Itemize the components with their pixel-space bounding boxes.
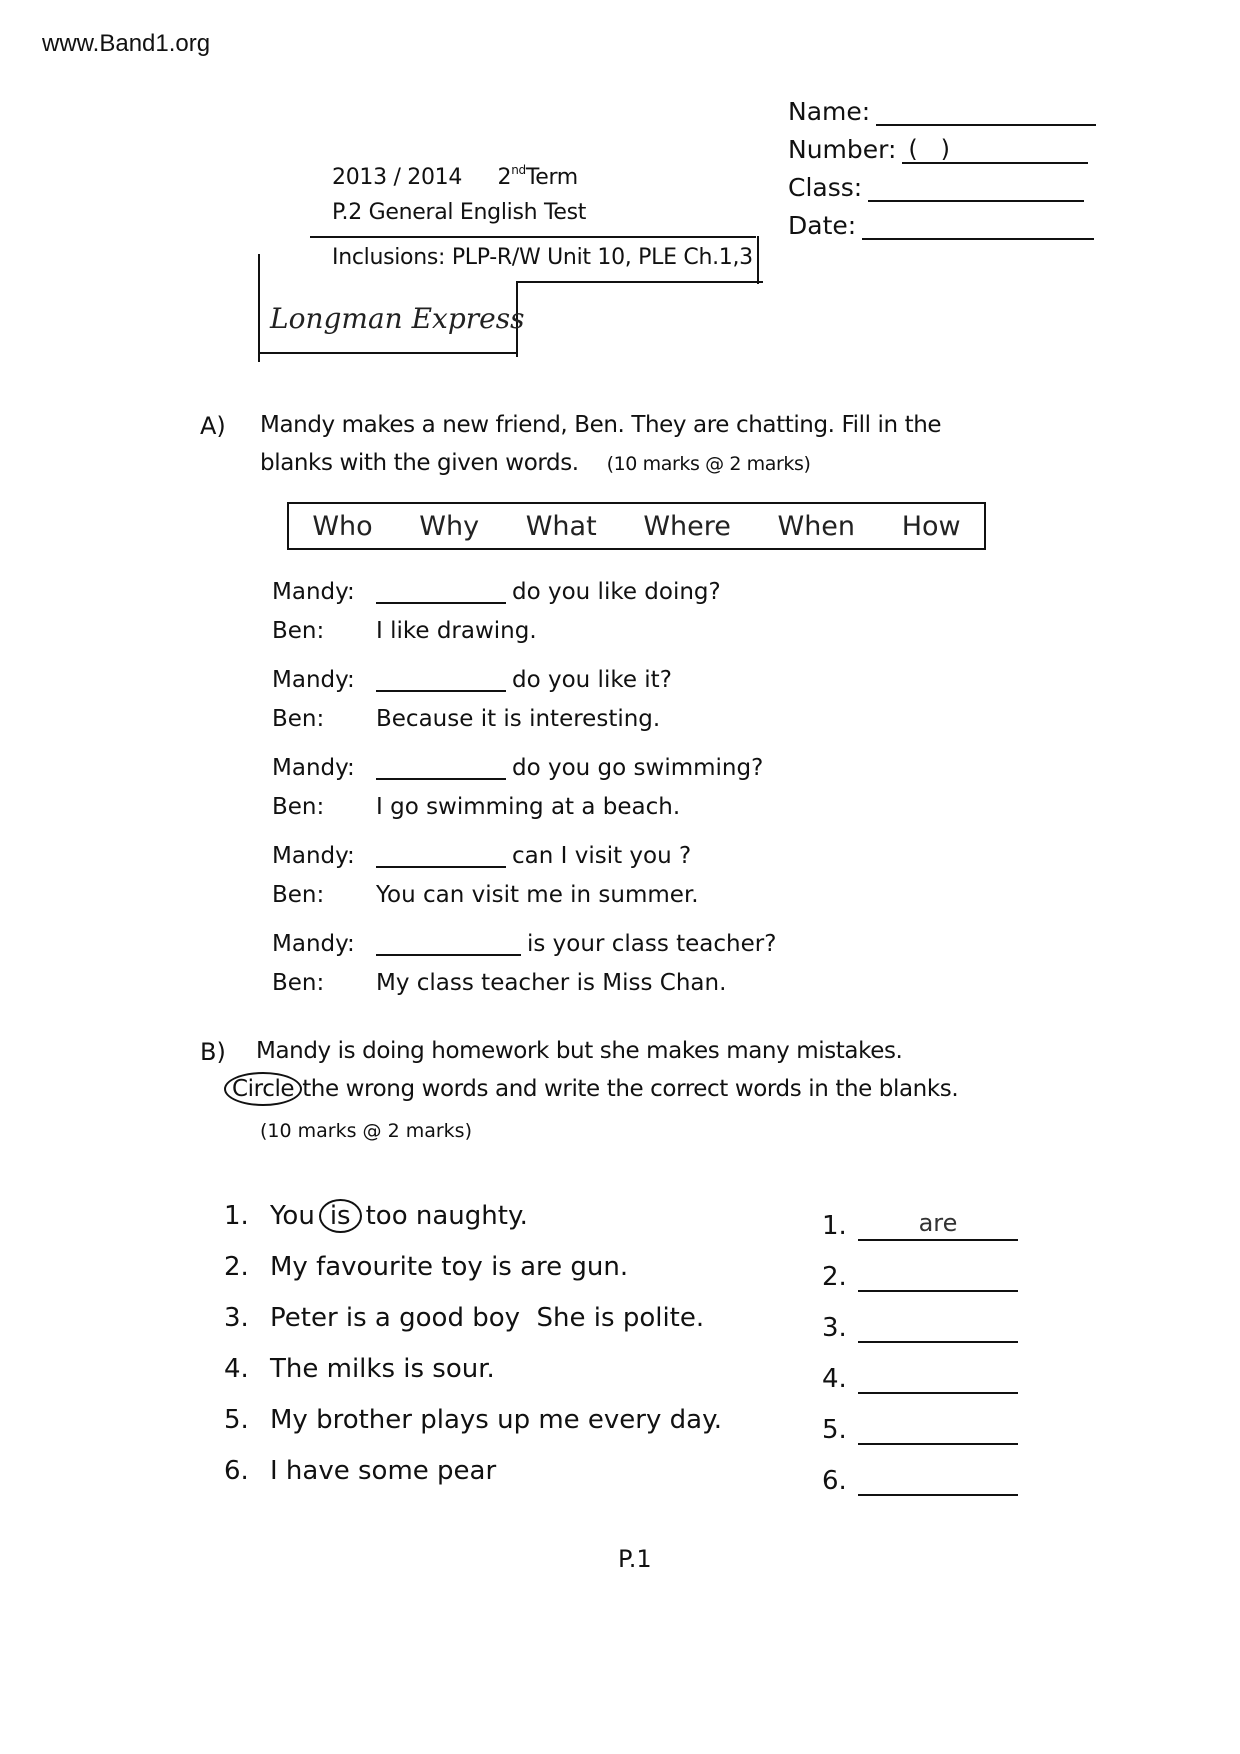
- answer-blank[interactable]: [376, 932, 521, 956]
- question-text: can I visit you ?: [512, 842, 692, 869]
- handwritten-note: Longman Express: [270, 302, 525, 335]
- answer-text: I like drawing.: [376, 617, 537, 644]
- dialogue-question: [272, 924, 776, 963]
- word-bank-item: Where: [643, 510, 731, 542]
- header-rule-mid: [517, 281, 763, 283]
- sentence-text[interactable]: My favourite toy is are gun.: [270, 1251, 629, 1282]
- answer-row: [822, 1343, 1018, 1394]
- sentence-row: [224, 1190, 722, 1241]
- sentence-text[interactable]: I have some pear: [270, 1455, 497, 1486]
- section-a-instruction-2: [260, 450, 811, 476]
- dialogue-answer: [272, 787, 776, 826]
- dialogue-question: [272, 836, 776, 875]
- answer-blank[interactable]: [376, 668, 506, 692]
- answer-number: 3.: [822, 1313, 847, 1343]
- sentence-number: 6.: [224, 1455, 249, 1486]
- answer-blank[interactable]: are: [858, 1209, 1018, 1241]
- inclusions-text: Inclusions: PLP-R/W Unit 10, PLE Ch.1,3: [332, 245, 753, 270]
- speaker-label: Ben:: [272, 881, 325, 908]
- section-b-instruction-1: Mandy is doing homework but she makes many mistakes.: [256, 1038, 903, 1064]
- name-blank[interactable]: [876, 100, 1096, 126]
- class-label: Class:: [788, 173, 863, 202]
- name-field[interactable]: [788, 88, 1098, 126]
- answer-row: [822, 1445, 1018, 1496]
- term-number: 2: [497, 165, 512, 190]
- instruction-text: blanks with the given words.: [260, 450, 579, 476]
- speaker-label: Ben:: [272, 969, 325, 996]
- answer-blank[interactable]: [858, 1464, 1018, 1496]
- section-b-label: B): [200, 1038, 226, 1066]
- sentence-text[interactable]: Peter is a good boy She is polite.: [270, 1302, 705, 1333]
- term-suffix: nd: [511, 163, 526, 177]
- test-title: P.2 General English Test: [332, 200, 587, 225]
- dialogue-question: [272, 572, 776, 611]
- sentence-row: [224, 1445, 722, 1496]
- number-blank[interactable]: ( ): [902, 138, 1088, 164]
- dialogue-question: [272, 660, 776, 699]
- dialogue-answer: [272, 611, 776, 650]
- answer-blank[interactable]: [858, 1260, 1018, 1292]
- sentence-row: [224, 1343, 722, 1394]
- student-info: [788, 88, 1098, 240]
- date-label: Date:: [788, 211, 857, 240]
- answer-text: You can visit me in summer.: [376, 881, 699, 908]
- number-field[interactable]: [788, 126, 1098, 164]
- sentence-number: 4.: [224, 1353, 249, 1384]
- question-text: do you like doing?: [512, 578, 721, 605]
- class-field[interactable]: [788, 164, 1098, 202]
- answer-blank[interactable]: [376, 580, 506, 604]
- word-bank: [287, 502, 986, 550]
- section-b-marks: (10 marks @ 2 marks): [260, 1120, 472, 1142]
- word-bank-item: Why: [419, 510, 480, 542]
- answer-number: 6.: [822, 1466, 847, 1496]
- answer-number: 5.: [822, 1415, 847, 1445]
- speaker-label: Mandy:: [272, 842, 355, 869]
- dialogue-answer: [272, 875, 776, 914]
- circled-word[interactable]: is: [319, 1199, 362, 1233]
- dialogue-answer: [272, 963, 776, 1002]
- answer-number: 2.: [822, 1262, 847, 1292]
- site-watermark: www.Band1.org: [42, 30, 211, 57]
- answer-number: 1.: [822, 1211, 847, 1241]
- page-number: P.1: [618, 1545, 652, 1573]
- name-label: Name:: [788, 97, 871, 126]
- answer-blank[interactable]: [376, 756, 506, 780]
- circle-example: Circle: [224, 1072, 302, 1106]
- answer-row: [822, 1190, 1018, 1241]
- answer-row: [822, 1292, 1018, 1343]
- answer-number: 4.: [822, 1364, 847, 1394]
- date-field[interactable]: [788, 202, 1098, 240]
- sentence-text: You: [270, 1200, 315, 1231]
- class-blank[interactable]: [868, 176, 1084, 202]
- answer-blank[interactable]: [858, 1362, 1018, 1394]
- section-a-label: A): [200, 412, 226, 440]
- sentence-row: [224, 1292, 722, 1343]
- sentence-text[interactable]: My brother plays up me every day.: [270, 1404, 723, 1435]
- sentence-text: too naughty.: [365, 1200, 528, 1231]
- question-text: is your class teacher?: [527, 930, 777, 957]
- answer-text: Because it is interesting.: [376, 705, 661, 732]
- answer-text: I go swimming at a beach.: [376, 793, 681, 820]
- dialogue-question: [272, 748, 776, 787]
- answer-blank[interactable]: [376, 844, 506, 868]
- question-text: do you go swimming?: [512, 754, 764, 781]
- instruction-text: the wrong words and write the correct words in the blanks.: [302, 1076, 959, 1102]
- header-rule-top: [310, 236, 756, 238]
- question-text: do you like it?: [512, 666, 672, 693]
- speaker-label: Ben:: [272, 793, 325, 820]
- section-a-instruction-1: Mandy makes a new friend, Ben. They are chatting. Fill in the: [260, 412, 942, 438]
- answer-text: My class teacher is Miss Chan.: [376, 969, 727, 996]
- note-box-left: [258, 254, 260, 362]
- answer-row: [822, 1394, 1018, 1445]
- sentence-number: 3.: [224, 1302, 249, 1333]
- term-word: Term: [525, 165, 578, 190]
- dialogue-list: [272, 572, 776, 1002]
- sentence-row: [224, 1241, 722, 1292]
- answer-blank[interactable]: [858, 1413, 1018, 1445]
- sentence-number: 2.: [224, 1251, 249, 1282]
- word-bank-item: Who: [312, 510, 373, 542]
- test-year-term: [332, 163, 578, 190]
- speaker-label: Mandy:: [272, 578, 355, 605]
- sentence-number: 5.: [224, 1404, 249, 1435]
- speaker-label: Mandy:: [272, 754, 355, 781]
- section-b-instruction-2: [224, 1076, 958, 1102]
- header-rule-right: [757, 236, 759, 284]
- test-year: 2013 / 2014: [332, 165, 463, 190]
- speaker-label: Ben:: [272, 705, 325, 732]
- answer-list: [822, 1190, 1018, 1496]
- sentence-number: 1.: [224, 1200, 249, 1231]
- note-box-bottom: [258, 352, 516, 354]
- section-a-marks: (10 marks @ 2 marks): [606, 453, 811, 475]
- word-bank-item: How: [901, 510, 961, 542]
- speaker-label: Ben:: [272, 617, 325, 644]
- sentence-row: [224, 1394, 722, 1445]
- number-label: Number:: [788, 135, 897, 164]
- answer-row: [822, 1241, 1018, 1292]
- sentence-list: [224, 1190, 722, 1496]
- answer-blank[interactable]: [858, 1311, 1018, 1343]
- speaker-label: Mandy:: [272, 930, 355, 957]
- dialogue-answer: [272, 699, 776, 738]
- date-blank[interactable]: [862, 214, 1094, 240]
- word-bank-item: What: [525, 510, 597, 542]
- speaker-label: Mandy:: [272, 666, 355, 693]
- word-bank-item: When: [777, 510, 856, 542]
- sentence-text[interactable]: The milks is sour.: [270, 1353, 495, 1384]
